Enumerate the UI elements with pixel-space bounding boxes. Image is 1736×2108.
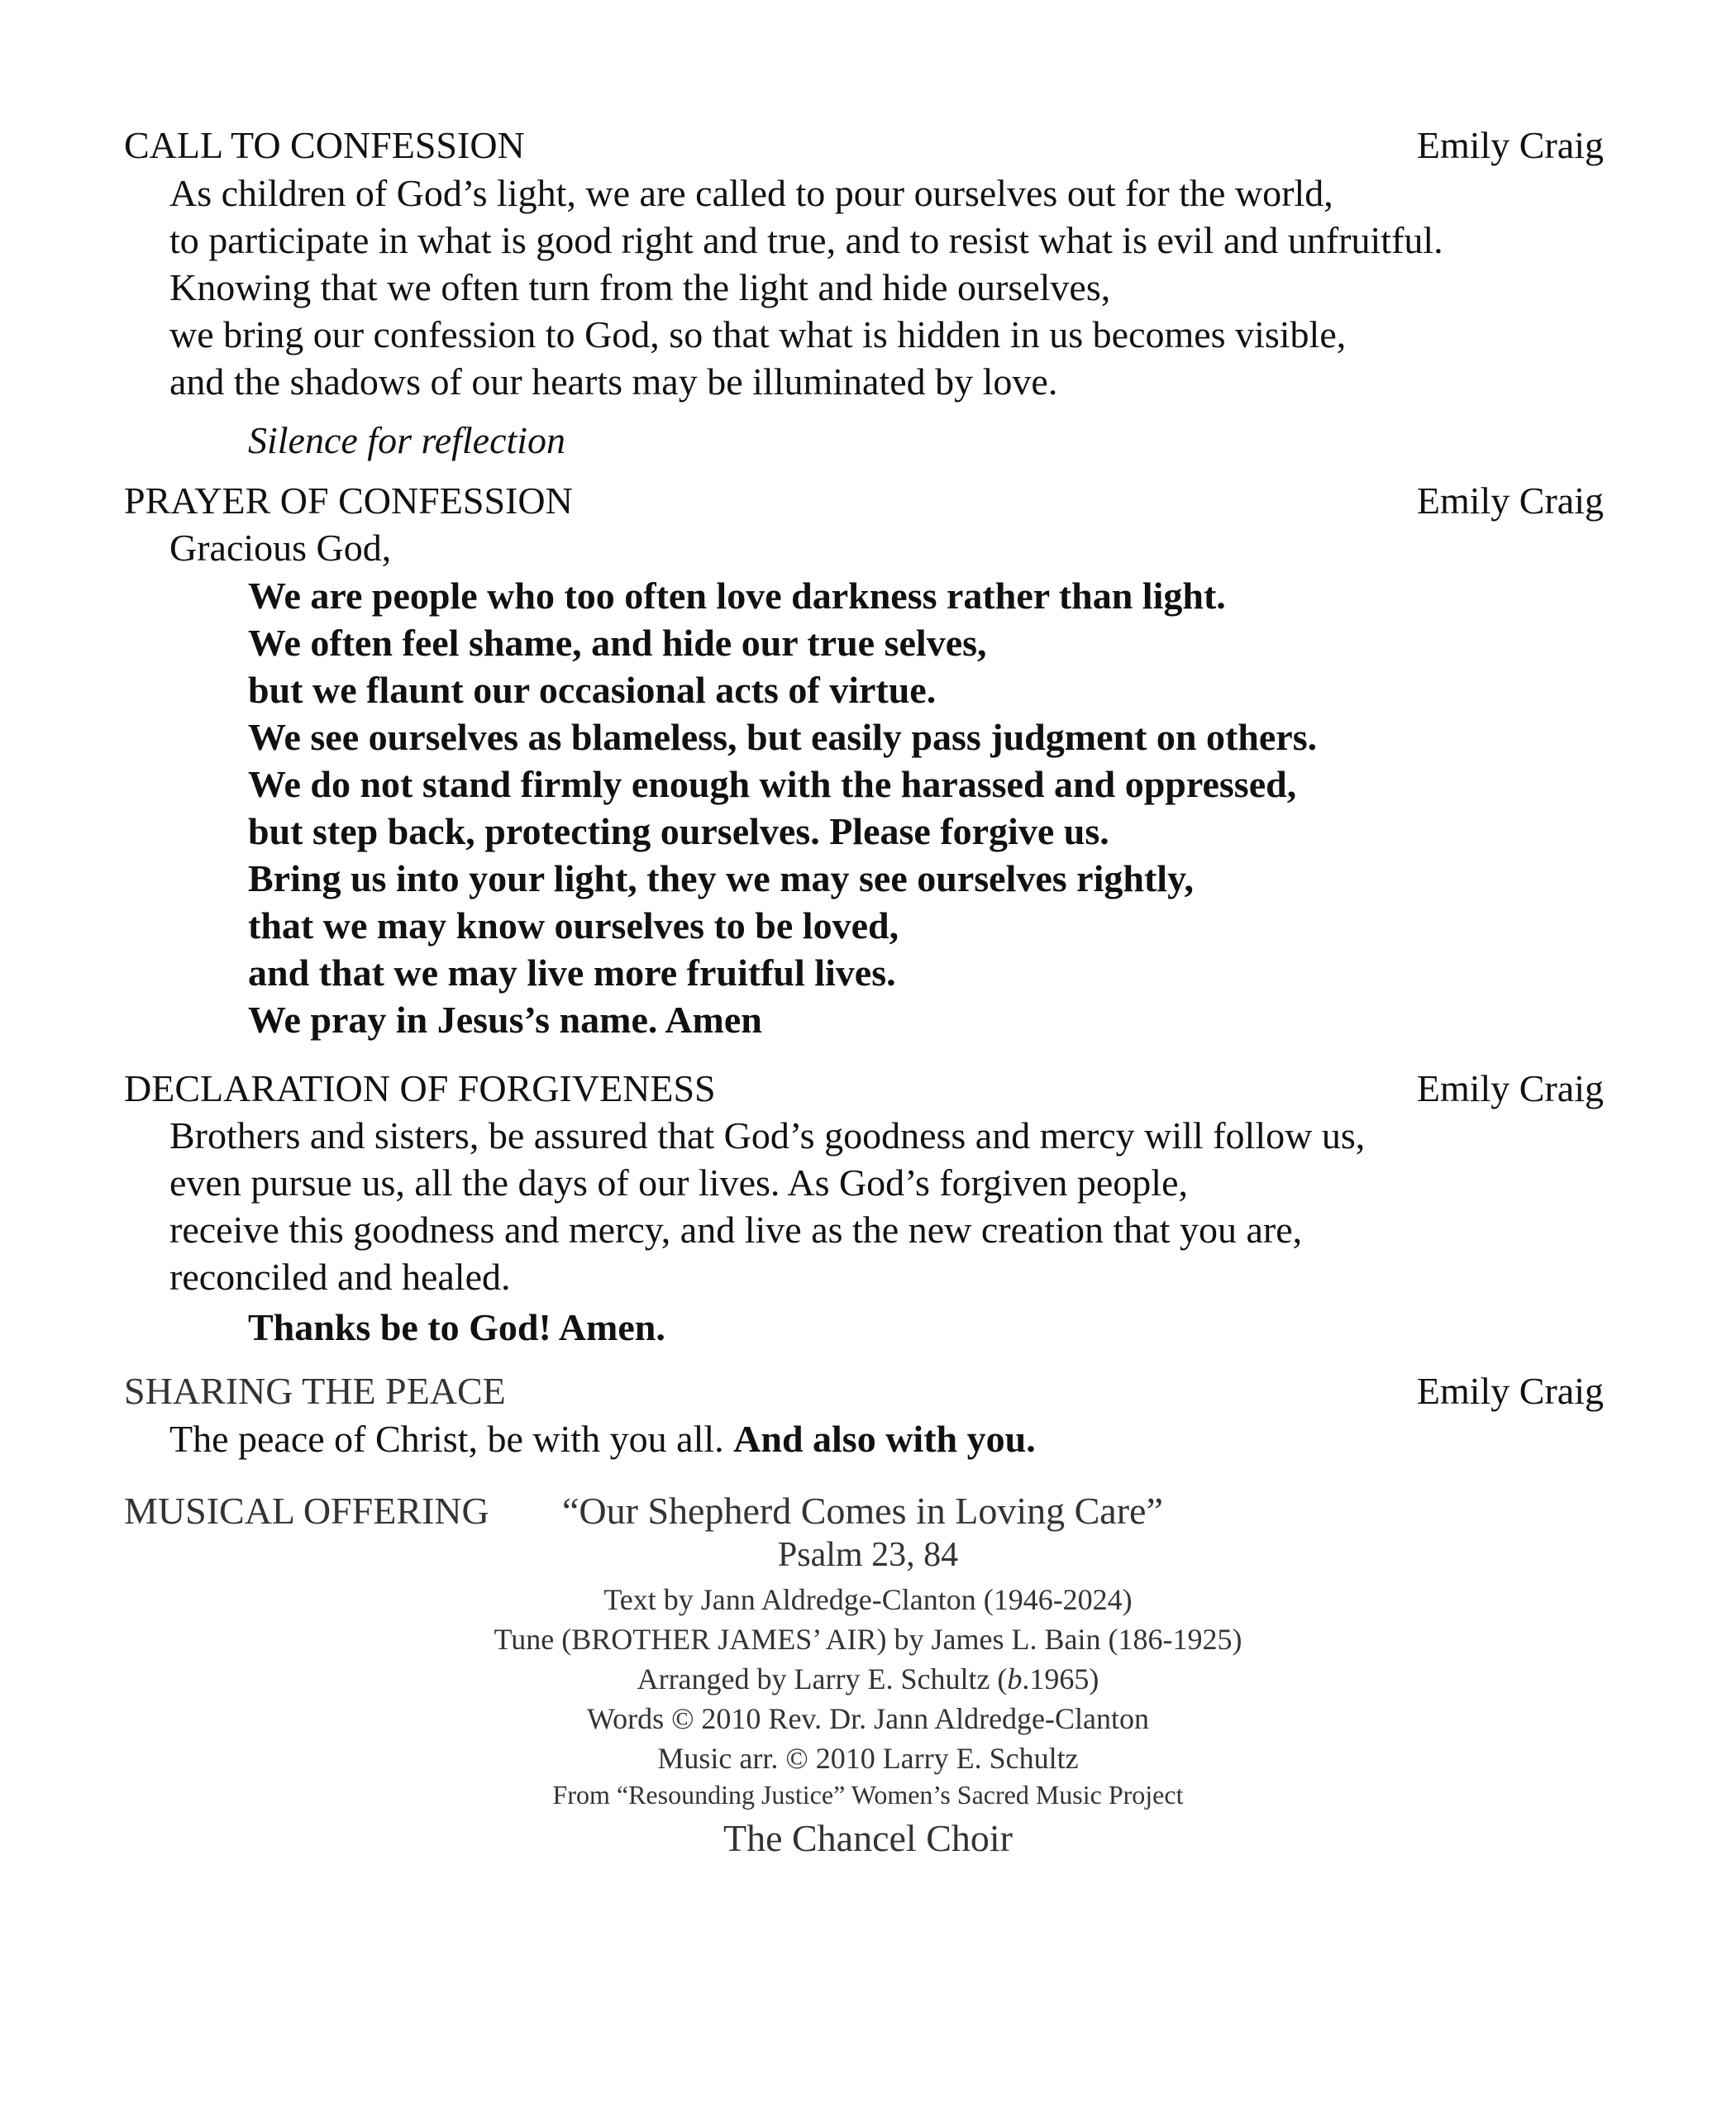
anthem-title: “Our Shepherd Comes in Loving Care” — [562, 1490, 1163, 1532]
call-to-confession-leader: Emily Craig — [1416, 124, 1604, 166]
declaration-leader: Emily Craig — [1416, 1067, 1604, 1109]
tune-credit: Tune (BROTHER JAMES’ AIR) by James L. Bain (186-1925) — [494, 1623, 1242, 1656]
sharing-peace-heading: SHARING THE PEACE — [124, 1370, 506, 1412]
peace-response: And also with you. — [733, 1418, 1036, 1460]
prayer-response-line: and that we may live more fruitful lives. — [248, 951, 896, 994]
prayer-response-line: We often feel shame, and hide our true selves, — [248, 622, 987, 664]
prayer-of-confession-leader: Emily Craig — [1416, 479, 1604, 522]
prayer-response-line: Bring us into your light, they we may see ourselves rightly, — [248, 857, 1195, 899]
peace-line — [169, 1416, 1036, 1462]
anthem-psalm: Psalm 23, 84 — [777, 1536, 959, 1574]
declaration-line: even pursue us, all the days of our lives. As God’s forgiven people, — [169, 1161, 1188, 1204]
source-credit: From “Resounding Justice” Women’s Sacred Music Project — [552, 1780, 1184, 1810]
prayer-response-line: that we may know ourselves to be loved, — [248, 904, 899, 947]
words-copyright: Words © 2010 Rev. Dr. Jann Aldredge-Clanton — [586, 1702, 1150, 1735]
peace-greeting: The peace of Christ, be with you all. — [169, 1418, 724, 1460]
call-line: and the shadows of our hearts may be illuminated by love. — [169, 360, 1058, 403]
declaration-line: reconciled and healed. — [169, 1256, 511, 1298]
silence-instruction: Silence for reflection — [248, 419, 566, 461]
prayer-response-line: but step back, protecting ourselves. Please forgive us. — [248, 810, 1109, 852]
prayer-response-line: We are people who too often love darkness rather than light. — [248, 575, 1226, 617]
call-line: As children of God’s light, we are called to pour ourselves out for the world, — [169, 172, 1333, 214]
text-credit: Text by Jann Aldredge-Clanton (1946-2024) — [603, 1583, 1133, 1616]
call-line: Knowing that we often turn from the light and hide ourselves, — [169, 266, 1111, 308]
prayer-response-line: but we flaunt our occasional acts of virtue. — [248, 669, 937, 711]
call-line: we bring our confession to God, so that what is hidden in us becomes visible, — [169, 313, 1347, 355]
performer: The Chancel Choir — [723, 1817, 1013, 1859]
arranger-credit-text: Arranged by Larry E. Schultz ( — [637, 1662, 1008, 1695]
arranger-credit-year: .1965) — [1022, 1662, 1099, 1695]
prayer-response-line: We pray in Jesus’s name. Amen — [248, 999, 762, 1041]
music-copyright: Music arr. © 2010 Larry E. Schultz — [657, 1742, 1079, 1775]
prayer-response-line: We do not stand firmly enough with the harassed and oppressed, — [248, 763, 1297, 805]
musical-offering-heading: MUSICAL OFFERING — [124, 1490, 489, 1532]
prayer-opening: Gracious God, — [169, 527, 392, 569]
declaration-response: Thanks be to God! Amen. — [248, 1306, 665, 1348]
prayer-response-line: We see ourselves as blameless, but easily pass judgment on others. — [248, 716, 1318, 758]
arranger-credit-born: b — [1007, 1662, 1023, 1695]
call-line: to participate in what is good right and true, and to resist what is evil and unfruitful. — [169, 219, 1443, 261]
declaration-line: receive this goodness and mercy, and live as the new creation that you are, — [169, 1209, 1303, 1251]
sharing-peace-leader: Emily Craig — [1416, 1370, 1604, 1412]
arranger-credit — [0, 1660, 1736, 1698]
prayer-of-confession-heading: PRAYER OF CONFESSION — [124, 479, 573, 522]
declaration-line: Brothers and sisters, be assured that God’s goodness and mercy will follow us, — [169, 1114, 1366, 1157]
declaration-heading: DECLARATION OF FORGIVENESS — [124, 1067, 716, 1109]
call-to-confession-heading: CALL TO CONFESSION — [124, 124, 525, 166]
